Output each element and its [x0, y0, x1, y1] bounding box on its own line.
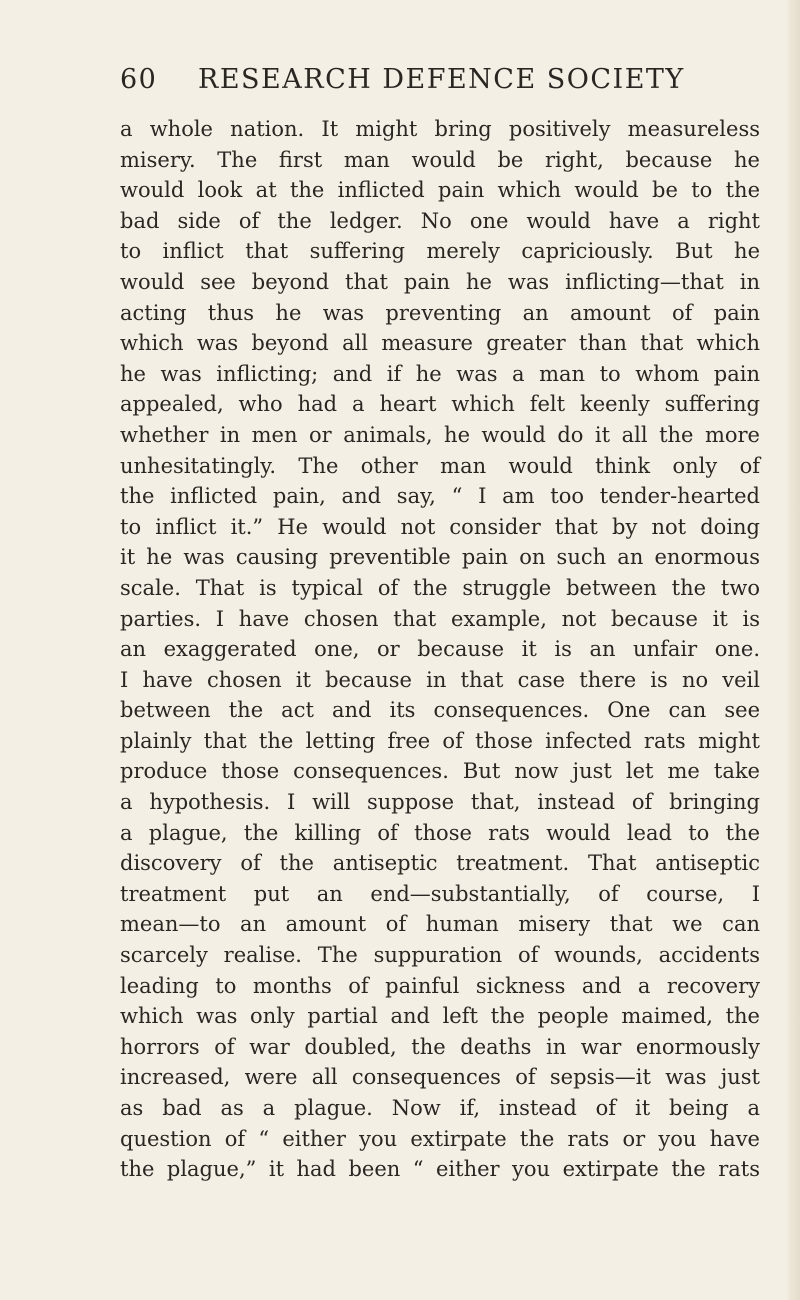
text-line: an exaggerated one, or because it is an unfair one. — [120, 637, 760, 662]
text-line: misery. The first man would be right, because he — [120, 147, 760, 172]
text-line: leading to months of painful sickness and a recovery — [120, 973, 760, 998]
text-line: to inflict it.” He would not consider that by not doing — [120, 514, 760, 539]
text-line: the inflicted pain, and say, “ I am too tender-hearted — [120, 484, 760, 509]
text-line: bad side of the ledger. No one would have a right — [120, 208, 760, 233]
text-line: scarcely realise. The suppuration of wounds, accidents — [120, 943, 760, 968]
text-line: the plague,” it had been “ either you extirpate the rats — [120, 1157, 760, 1182]
running-title: RESEARCH DEFENCE SOCIETY — [198, 64, 685, 95]
text-line: acting thus he was preventing an amount of pain — [120, 300, 760, 325]
text-line: treatment put an end—substantially, of course, I — [120, 881, 760, 906]
text-line: as bad as a plague. Now if, instead of it being a — [120, 1096, 760, 1120]
text-line: unhesitatingly. The other man would think only of — [120, 453, 760, 478]
page-edge-shadow — [786, 0, 800, 1300]
text-line: a hypothesis. I will suppose that, instead of bringing — [120, 790, 760, 815]
text-line: produce those consequences. But now just let me take — [120, 759, 760, 784]
text-line: to inflict that suffering merely capriciously. But he — [120, 239, 760, 264]
text-line: horrors of war doubled, the deaths in war enormously — [120, 1034, 760, 1059]
text-line: between the act and its consequences. One can see — [120, 698, 760, 723]
page-number: 60 — [120, 64, 158, 95]
text-line: whether in men or animals, he would do it all the more — [120, 422, 760, 447]
body-text — [120, 114, 760, 1185]
text-line: mean—to an amount of human misery that we can — [120, 912, 760, 937]
text-line: which was only partial and left the people maimed, the — [120, 1004, 760, 1029]
text-line: parties. I have chosen that example, not because it is — [120, 606, 760, 631]
text-line: I have chosen it because in that case there is no veil — [120, 667, 760, 692]
text-line: discovery of the antiseptic treatment. That antiseptic — [120, 851, 760, 876]
text-line: plainly that the letting free of those infected rats might — [120, 728, 760, 753]
text-line: he was inflicting; and if he was a man to whom pain — [120, 361, 760, 386]
text-line: it he was causing preventible pain on such an enormous — [120, 545, 760, 570]
text-line: a plague, the killing of those rats would lead to the — [120, 820, 760, 845]
text-line: scale. That is typical of the struggle between the two — [120, 575, 760, 600]
text-line: which was beyond all measure greater than that which — [120, 331, 760, 356]
text-line: would look at the inflicted pain which would be to the — [120, 178, 760, 203]
text-line: would see beyond that pain he was inflicting—that in — [120, 269, 760, 294]
text-line: a whole nation. It might bring positively measureless — [120, 117, 760, 141]
text-line: increased, were all consequences of sepsis—it was just — [120, 1065, 760, 1090]
text-line: appealed, who had a heart which felt keenly suffering — [120, 392, 760, 417]
text-line: question of “ either you extirpate the rats or you have — [120, 1126, 760, 1151]
